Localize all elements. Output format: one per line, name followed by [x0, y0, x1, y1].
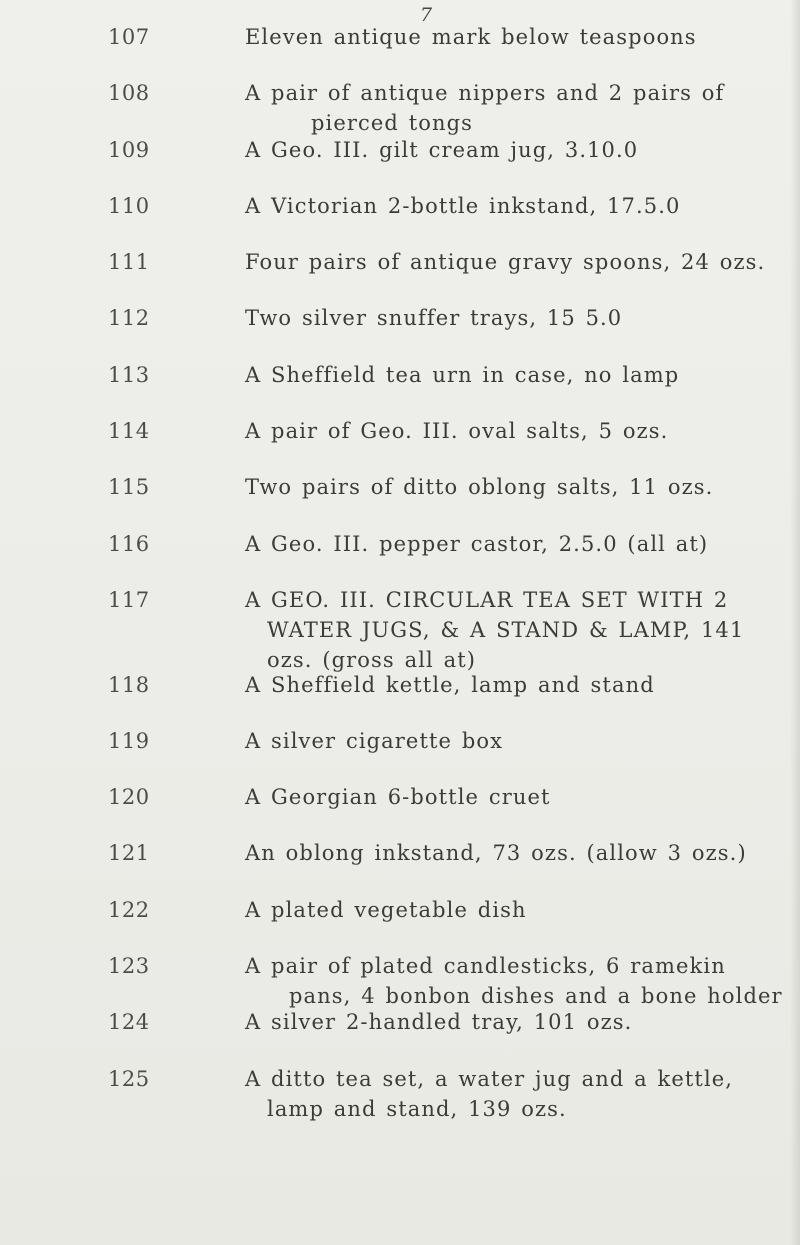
lot-description: A Geo. III. gilt cream jug, 3.10.0: [245, 138, 639, 162]
page-edge-shadow: [790, 0, 800, 1245]
lot-number: 122: [108, 898, 150, 922]
lot-number: 114: [108, 419, 150, 443]
lot-description: A ditto tea set, a water jug and a kettle, lamp and stand, 139 ozs.: [245, 1067, 734, 1121]
lot-number: 107: [108, 25, 150, 49]
lot-description: A Georgian 6-bottle cruet: [245, 785, 551, 809]
lot-number: 116: [108, 532, 150, 556]
lot-number: 125: [108, 1067, 150, 1091]
lot-number: 115: [108, 475, 150, 499]
lot-description: Four pairs of antique gravy spoons, 24 ozs.: [245, 250, 766, 274]
lot-description: A pair of plated candlesticks, 6 ramekin pans, 4 bonbon dishes and a bone holder: [245, 954, 783, 1008]
lot-description: Two silver snuffer trays, 15 5.0: [245, 306, 623, 330]
lot-description: A Victorian 2-bottle inkstand, 17.5.0: [245, 194, 681, 218]
lot-number: 118: [108, 673, 150, 697]
lot-number: 111: [108, 250, 150, 274]
lot-description: An oblong inkstand, 73 ozs. (allow 3 ozs.): [245, 841, 747, 865]
page-number: 7: [420, 4, 433, 26]
lot-description: A Geo. III. pepper castor, 2.5.0 (all at): [245, 532, 709, 556]
lot-description: A Sheffield kettle, lamp and stand: [245, 673, 655, 697]
lot-description: Eleven antique mark below teaspoons: [245, 25, 697, 49]
lot-description: A silver 2-handled tray, 101 ozs.: [245, 1010, 633, 1034]
lot-number: 113: [108, 363, 150, 387]
lot-number: 108: [108, 81, 150, 105]
lot-number: 121: [108, 841, 150, 865]
lot-description: Two pairs of ditto oblong salts, 11 ozs.: [245, 475, 714, 499]
lot-number: 112: [108, 306, 150, 330]
lot-number: 123: [108, 954, 150, 978]
lot-description: A plated vegetable dish: [245, 898, 527, 922]
lot-number: 120: [108, 785, 150, 809]
lot-description: A pair of antique nippers and 2 pairs of pierced tongs: [245, 81, 725, 135]
lot-number: 124: [108, 1010, 150, 1034]
lot-description: A silver cigarette box: [245, 729, 504, 753]
lot-number: 109: [108, 138, 150, 162]
lot-number: 117: [108, 588, 150, 612]
lot-number: 110: [108, 194, 150, 218]
lot-description: A GEO. III. CIRCULAR TEA SET WITH 2 WATER JUGS, & A STAND & LAMP, 141 ozs. (gross all at): [245, 588, 745, 672]
lot-number: 119: [108, 729, 150, 753]
lot-description: A Sheffield tea urn in case, no lamp: [245, 363, 680, 387]
lot-description: A pair of Geo. III. oval salts, 5 ozs.: [245, 419, 669, 443]
